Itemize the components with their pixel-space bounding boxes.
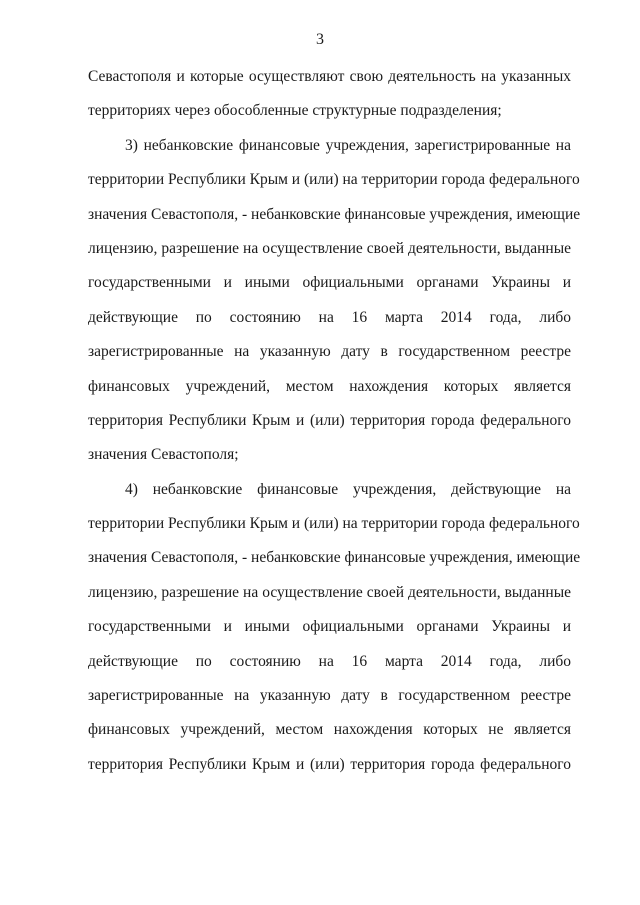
text-line: финансовых учреждений, местом нахождения которых является <box>88 377 571 395</box>
text-line: территория Республики Крым и (или) территория города федерального <box>88 411 571 429</box>
text-line: зарегистрированные на указанную дату в государственном реестре <box>88 343 571 361</box>
text-line: лицензию, разрешение на осуществление своей деятельности, выданные <box>88 239 571 257</box>
document-body <box>88 66 581 788</box>
paragraph-continuation <box>88 66 571 135</box>
paragraph-item-3 <box>88 135 581 479</box>
text-line: лицензию, разрешение на осуществление своей деятельности, выданные <box>88 583 571 601</box>
text-line: действующие по состоянию на 16 марта 2014 года, либо <box>88 652 571 670</box>
text-line: государственными и иными официальными органами Украины и <box>88 618 571 636</box>
text-line: действующие по состоянию на 16 марта 2014 года, либо <box>88 308 571 326</box>
text-line: значения Севастополя; <box>88 446 239 464</box>
text-line: 4) небанковские финансовые учреждения, действующие на <box>125 480 571 498</box>
text-line: значения Севастополя, - небанковские финансовые учреждения, имеющие <box>88 549 581 567</box>
text-line: территории Республики Крым и (или) на территории города федерального <box>88 515 580 533</box>
page-number: 3 <box>316 31 324 48</box>
text-line: государственными и иными официальными органами Украины и <box>88 274 571 292</box>
text-line: финансовых учреждений, местом нахождения которых не является <box>88 721 571 739</box>
text-line: территориях через обособленные структурные подразделения; <box>88 102 502 120</box>
paragraph-item-4 <box>88 479 581 789</box>
text-line: Севастополя и которые осуществляют свою деятельность на указанных <box>88 68 571 85</box>
text-line: зарегистрированные на указанную дату в государственном реестре <box>88 687 571 705</box>
text-line: 3) небанковские финансовые учреждения, зарегистрированные на <box>125 136 571 154</box>
text-line: территории Республики Крым и (или) на территории города федерального <box>88 171 580 189</box>
text-line: территория Республики Крым и (или) территория города федерального <box>88 755 571 773</box>
text-line: значения Севастополя, - небанковские финансовые учреждения, имеющие <box>88 205 581 223</box>
